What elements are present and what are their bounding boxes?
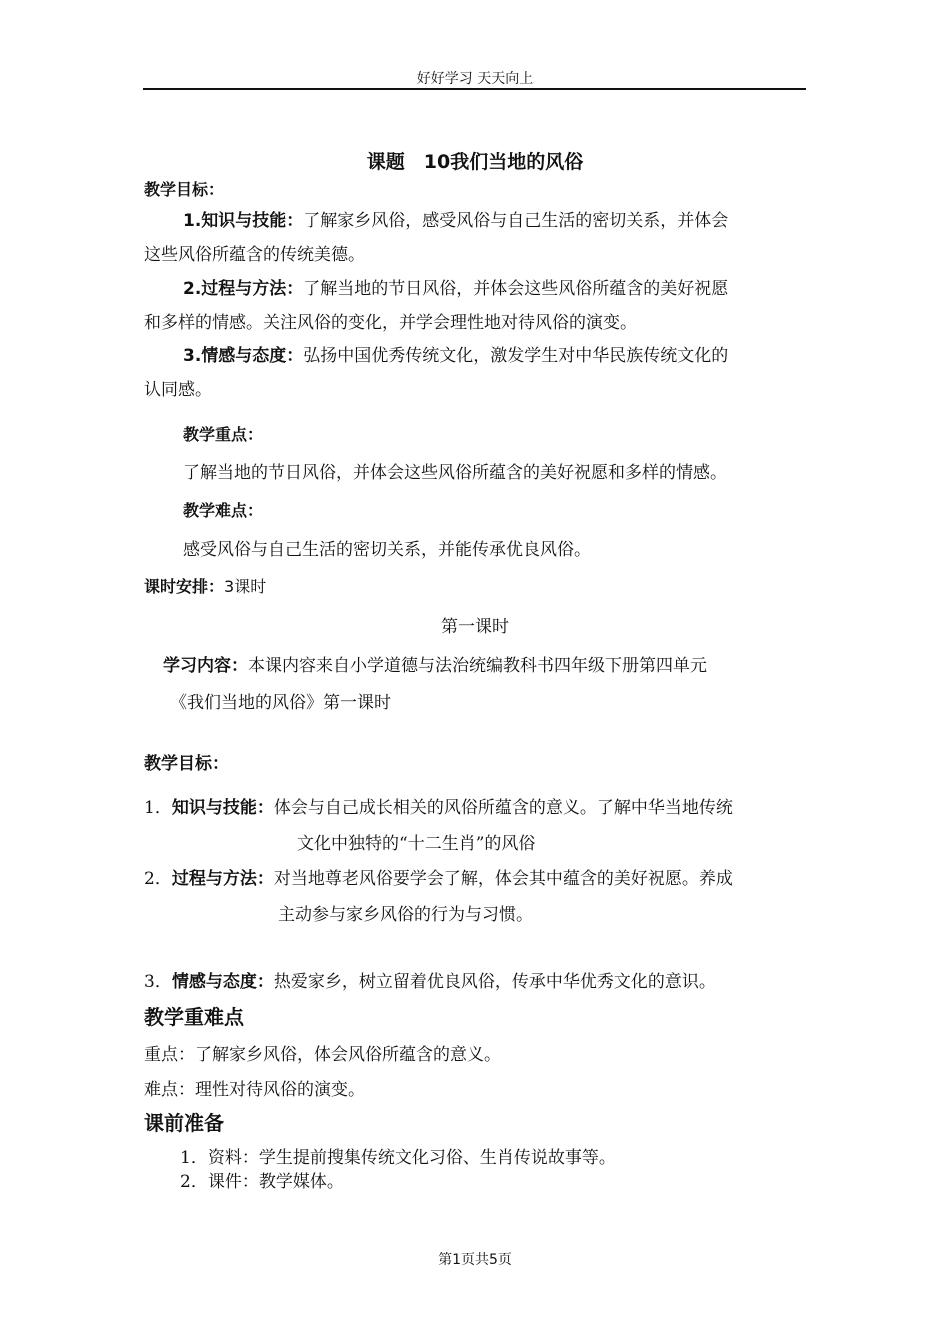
objective-3-text: 弘扬中国优秀传统文化，激发学生对中华民族传统文化的	[303, 346, 729, 366]
preparation-item-2: 2．课件：教学媒体。	[180, 1172, 344, 1192]
objective-2	[183, 274, 728, 299]
objectives-heading: 教学目标：	[144, 180, 225, 199]
lesson-objective-2-label: 过程与方法：	[171, 869, 274, 889]
objective-3	[183, 341, 728, 366]
objective-3-continued: 认同感。	[144, 380, 212, 400]
preparation-heading: 课前准备	[144, 1111, 224, 1135]
focus-difficult: 难点：理性对待风俗的演变。	[144, 1080, 365, 1100]
objective-3-label: 3.情感与态度：	[183, 346, 304, 366]
lesson-objective-3	[144, 967, 716, 992]
lesson-objective-2-continued: 主动参与家乡风俗的行为与习惯。	[278, 905, 533, 925]
lesson-objective-2-text: 对当地尊老风俗要学会了解，体会其中蕴含的美好祝愿。养成	[273, 869, 733, 889]
lesson-title: 课题 10我们当地的风俗	[366, 151, 584, 173]
difficult-point-text: 感受风俗与自己生活的密切关系，并能传承优良风俗。	[183, 540, 591, 560]
objective-2-text: 了解当地的节日风俗，并体会这些风俗所蕴含的美好祝愿	[303, 279, 729, 299]
page-header: 好好学习 天天向上	[416, 71, 534, 87]
objective-2-continued: 和多样的情感。关注风俗的变化，并学会理性地对待风俗的演变。	[144, 313, 637, 333]
lesson-content	[163, 651, 707, 676]
objective-1	[183, 206, 728, 231]
objective-1-text: 了解家乡风俗，感受风俗与自己生活的密切关系，并体会	[303, 211, 729, 231]
lesson-objectives-heading-text: 教学目标：	[144, 754, 229, 774]
page-footer: 第1页共5页	[438, 1252, 512, 1268]
lesson-objective-3-text: 热爱家乡，树立留着优良风俗，传承中华优秀文化的意识。	[273, 972, 716, 992]
lesson-content-continued: 《我们当地的风俗》第一课时	[170, 693, 391, 713]
lesson-objective-2	[144, 864, 733, 889]
lesson-objective-2-num: 2．	[144, 869, 172, 889]
lesson-objective-1-num: 1．	[144, 798, 172, 818]
schedule	[144, 574, 266, 597]
objective-1-label: 1.知识与技能：	[183, 211, 304, 231]
lesson-objective-1	[144, 793, 733, 818]
lesson-objective-3-num: 3．	[144, 972, 172, 992]
focus-heading: 教学重难点	[144, 1005, 244, 1029]
header-divider	[143, 88, 806, 90]
schedule-label: 课时安排：	[144, 577, 225, 596]
preparation-item-1: 1．资料：学生提前搜集传统文化习俗、生肖传说故事等。	[180, 1148, 616, 1168]
lesson-objectives-heading	[144, 749, 229, 774]
focus-key: 重点：了解家乡风俗，体会风俗所蕴含的意义。	[144, 1045, 501, 1065]
key-point-text: 了解当地的节日风俗，并体会这些风俗所蕴含的美好祝愿和多样的情感。	[183, 463, 727, 483]
key-point-heading: 教学重点：	[183, 425, 264, 444]
difficult-point-heading: 教学难点：	[183, 501, 264, 520]
lesson-content-text: 本课内容来自小学道德与法治统编教科书四年级下册第四单元	[248, 656, 707, 676]
lesson-objective-1-continued: 文化中独特的“十二生肖”的风俗	[297, 834, 536, 854]
objective-1-continued: 这些风俗所蕴含的传统美德。	[144, 245, 365, 265]
lesson-objective-1-label: 知识与技能：	[171, 798, 274, 818]
lesson-objective-3-label: 情感与态度：	[171, 972, 274, 992]
lesson-objective-1-text: 体会与自己成长相关的风俗所蕴含的意义。了解中华当地传统	[273, 798, 733, 818]
lesson-content-label: 学习内容：	[163, 656, 248, 676]
objective-2-label: 2.过程与方法：	[183, 279, 304, 299]
lesson-heading: 第一课时	[441, 617, 509, 637]
schedule-value: 3课时	[224, 577, 267, 596]
